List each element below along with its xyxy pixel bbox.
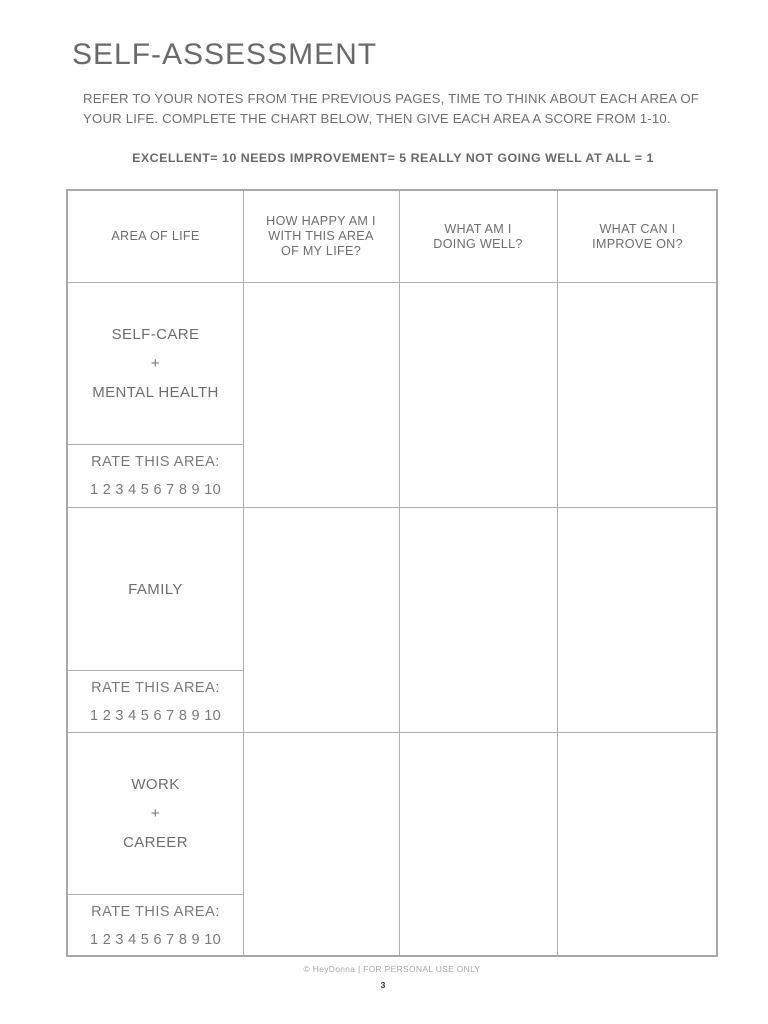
column-divider bbox=[399, 191, 400, 955]
rate-family bbox=[68, 671, 243, 732]
area-label: FAMILY bbox=[128, 580, 183, 598]
header-how-happy: HOW HAPPY AM I WITH THIS AREA OF MY LIFE? bbox=[266, 214, 376, 258]
area-label: SELF-CARE bbox=[111, 326, 200, 343]
area-label: CAREER bbox=[123, 834, 188, 851]
rate-scale: 1 2 3 4 5 6 7 8 9 10 bbox=[90, 707, 221, 724]
self-assessment-chart bbox=[66, 189, 718, 957]
area-plus: + bbox=[150, 355, 161, 372]
header-doing-well: WHAT AM I DOING WELL? bbox=[433, 221, 523, 251]
page-title: SELF-ASSESSMENT bbox=[72, 38, 378, 71]
area-family bbox=[68, 508, 243, 670]
intro-text: REFER TO YOUR NOTES FROM THE PREVIOUS PAGES, TIME TO THINK ABOUT EACH AREA OF YOUR LIFE. COMPLETE THE CHART BELOW, THEN GIVE EACH AREA A SCORE FROM 1-10. bbox=[83, 91, 700, 126]
copyright-footer: © HeyDonna | FOR PERSONAL USE ONLY bbox=[303, 964, 481, 974]
rate-label: RATE THIS AREA: bbox=[91, 454, 220, 470]
rate-label: RATE THIS AREA: bbox=[91, 904, 220, 920]
rate-self-care bbox=[68, 445, 243, 507]
area-plus: + bbox=[150, 805, 161, 822]
rate-scale: 1 2 3 4 5 6 7 8 9 10 bbox=[90, 932, 221, 948]
area-self-care bbox=[68, 283, 243, 444]
page-number: 3 bbox=[380, 980, 386, 990]
column-divider bbox=[557, 191, 558, 955]
area-label: MENTAL HEALTH bbox=[92, 384, 219, 401]
rate-label: RATE THIS AREA: bbox=[91, 679, 220, 696]
rate-scale: 1 2 3 4 5 6 7 8 9 10 bbox=[90, 482, 221, 498]
area-work-career bbox=[68, 733, 243, 894]
area-label: WORK bbox=[131, 776, 180, 793]
column-divider bbox=[243, 191, 244, 955]
score-scale-legend: EXCELLENT= 10 NEEDS IMPROVEMENT= 5 REALLY NOT GOING WELL AT ALL = 1 bbox=[132, 151, 654, 165]
header-improve-on: WHAT CAN I IMPROVE ON? bbox=[592, 221, 683, 251]
rate-work-career bbox=[68, 895, 243, 957]
header-area-of-life: AREA OF LIFE bbox=[111, 229, 200, 243]
